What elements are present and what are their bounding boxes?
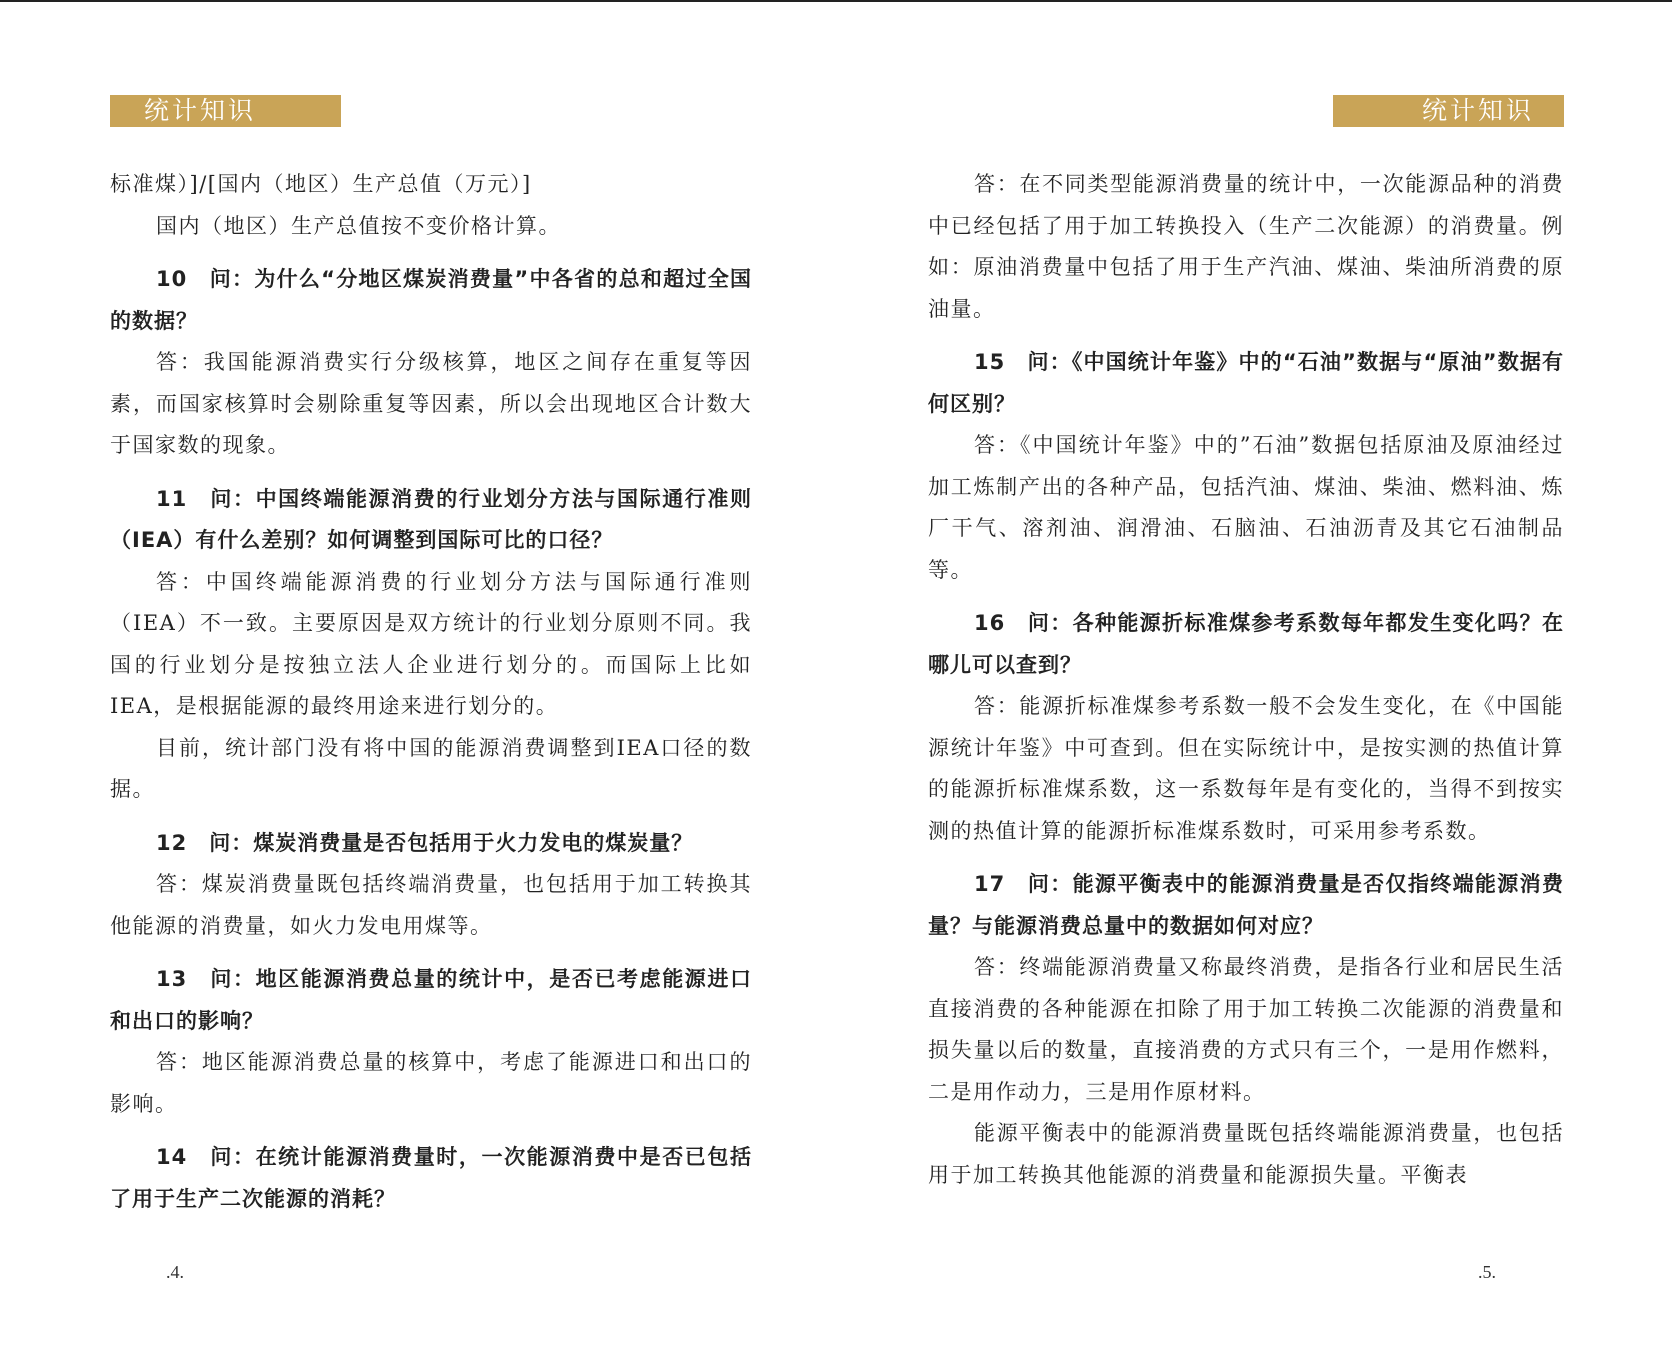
page-number: .4. (166, 1262, 184, 1282)
right-page (928, 0, 1564, 1353)
question-heading: 11 问：中国终端能源消费的行业划分方法与国际通行准则（IEA）有什么差别？如何调整到国际可比的口径？ (110, 486, 752, 552)
answer-paragraph: 答：能源折标准煤参考系数一般不会发生变化，在《中国能源统计年鉴》中可查到。但在实际统计中，是按实测的热值计算的能源折标准煤系数，这一系数每年是有变化的，当得不到按实测的热值计算的能源折标准煤系数时，可采用参考系数。 (928, 694, 1564, 843)
question-heading: 15 问：《中国统计年鉴》中的“石油”数据与“原油”数据有何区别？ (928, 350, 1564, 416)
answer-paragraph: 答：《中国统计年鉴》中的”石油”数据包括原油及原油经过加工炼制产出的各种产品，包括汽油、煤油、柴油、燃料油、炼厂干气、溶剂油、润滑油、石脑油、石油沥青及其它石油制品等。 (928, 433, 1564, 582)
left-page (110, 0, 752, 1353)
answer-paragraph: 答：煤炭消费量既包括终端消费量，也包括用于加工转换其他能源的消费量，如火力发电用煤等。 (110, 872, 752, 938)
answer-paragraph: 答：中国终端能源消费的行业划分方法与国际通行准则（IEA）不一致。主要原因是双方统计的行业划分原则不同。我国的行业划分是按独立法人企业进行划分的。而国际上比如IEA，是根据能源的最终用途来进行划分的。 (110, 569, 752, 718)
answer-paragraph: 答：地区能源消费总量的核算中，考虑了能源进口和出口的影响。 (110, 1050, 752, 1116)
section-header-tab (110, 95, 341, 127)
answer-paragraph: 答：我国能源消费实行分级核算，地区之间存在重复等因素，而国家核算时会剔除重复等因素，所以会出现地区合计数大于国家数的现象。 (110, 350, 752, 457)
question-heading: 13 问：地区能源消费总量的统计中，是否已考虑能源进口和出口的影响？ (110, 967, 752, 1033)
paragraph: 标准煤）]/[国内（地区）生产总值（万元）] (110, 172, 532, 196)
answer-paragraph: 答：在不同类型能源消费量的统计中，一次能源品种的消费中已经包括了用于加工转换投入（生产二次能源）的消费量。例如：原油消费量中包括了用于生产汽油、煤油、柴油所消费的原油量。 (928, 172, 1564, 321)
question-heading: 17 问：能源平衡表中的能源消费量是否仅指终端能源消费量？与能源消费总量中的数据如何对应？ (928, 872, 1564, 938)
section-header-label: 统计知识 (144, 96, 257, 125)
question-heading: 12 问：煤炭消费量是否包括用于火力发电的煤炭量？ (156, 830, 694, 855)
right-page-content (928, 164, 1564, 1196)
question-heading: 16 问：各种能源折标准煤参考系数每年都发生变化吗？在哪儿可以查到？ (928, 611, 1564, 677)
answer-paragraph: 目前，统计部门没有将中国的能源消费调整到IEA口径的数据。 (110, 735, 752, 801)
left-page-content (110, 164, 752, 1220)
section-header-tab (1333, 95, 1564, 127)
page-number: .5. (1478, 1262, 1496, 1282)
answer-paragraph: 国内（地区）生产总值按不变价格计算。 (156, 213, 561, 238)
answer-paragraph: 答：终端能源消费量又称最终消费，是指各行业和居民生活直接消费的各种能源在扣除了用于加工转换二次能源的消费量和损失量以后的数量，直接消费的方式只有三个，一是用作燃料，二是用作动力，三是用作原材料。 (928, 955, 1564, 1104)
question-heading: 10 问：为什么“分地区煤炭消费量”中各省的总和超过全国的数据？ (110, 267, 752, 333)
question-heading: 14 问：在统计能源消费量时，一次能源消费中是否已包括了用于生产二次能源的消耗？ (110, 1145, 752, 1211)
section-header-label: 统计知识 (1421, 96, 1534, 125)
answer-paragraph: 能源平衡表中的能源消费量既包括终端能源消费量，也包括用于加工转换其他能源的消费量和能源损失量。平衡表 (928, 1121, 1564, 1187)
